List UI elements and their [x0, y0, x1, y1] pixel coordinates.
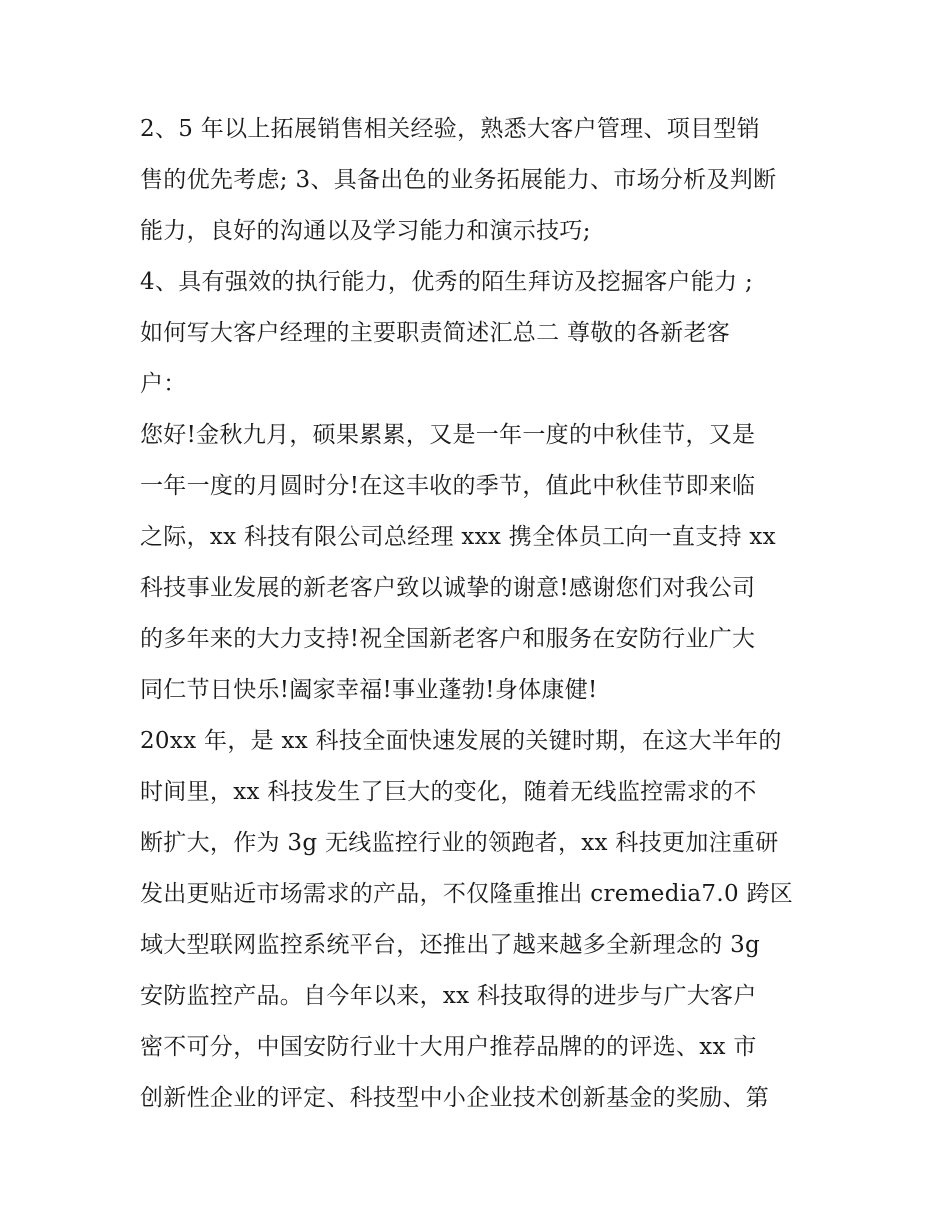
- text-line: 如何写大客户经理的主要职责简述汇总二 尊敬的各新老客: [140, 320, 731, 346]
- text-line: 域大型联网监控系统平台，还推出了越来越多全新理念的 3g: [140, 932, 761, 958]
- text-line: 2、5 年以上拓展销售相关经验，熟悉大客户管理、项目型销: [140, 116, 760, 142]
- text-line: 同仁节日快乐!阖家幸福!事业蓬勃!身体康健!: [140, 677, 598, 703]
- text-line: 户：: [140, 371, 187, 397]
- text-line: 4、具有强效的执行能力，优秀的陌生拜访及挖掘客户能力 ;: [140, 269, 754, 295]
- text-line: 20xx 年，是 xx 科技全面快速发展的关键时期，在这大半年的: [140, 728, 782, 754]
- text-line: 之际，xx 科技有限公司总经理 xxx 携全体员工向一直支持 xx: [140, 524, 776, 550]
- text-line: 一年一度的月圆时分!在这丰收的季节，值此中秋佳节即来临: [140, 473, 756, 499]
- text-line: 密不可分，中国安防行业十大用户推荐品牌的的评选、xx 市: [140, 1034, 757, 1060]
- document-body: [140, 104, 820, 1124]
- text-line: 能力，良好的沟通以及学习能力和演示技巧;: [140, 218, 591, 244]
- text-line: 售的优先考虑; 3、具备出色的业务拓展能力、市场分析及判断: [140, 167, 777, 193]
- text-line: 时间里，xx 科技发生了巨大的变化，随着无线监控需求的不: [140, 779, 757, 805]
- text-line: 的多年来的大力支持!祝全国新老客户和服务在安防行业广大: [140, 626, 756, 652]
- text-line: 发出更贴近市场需求的产品，不仅隆重推出 cremedia7.0 跨区: [140, 881, 794, 907]
- text-line: 安防监控产品。自今年以来，xx 科技取得的进步与广大客户: [140, 983, 757, 1009]
- text-line: 科技事业发展的新老客户致以诚挚的谢意!感谢您们对我公司: [140, 575, 756, 601]
- text-line: 您好!金秋九月，硕果累累，又是一年一度的中秋佳节，又是: [140, 422, 756, 448]
- text-line: 断扩大，作为 3g 无线监控行业的领跑者，xx 科技更加注重研: [140, 830, 779, 856]
- text-line: 创新性企业的评定、科技型中小企业技术创新基金的奖励、第: [140, 1085, 770, 1111]
